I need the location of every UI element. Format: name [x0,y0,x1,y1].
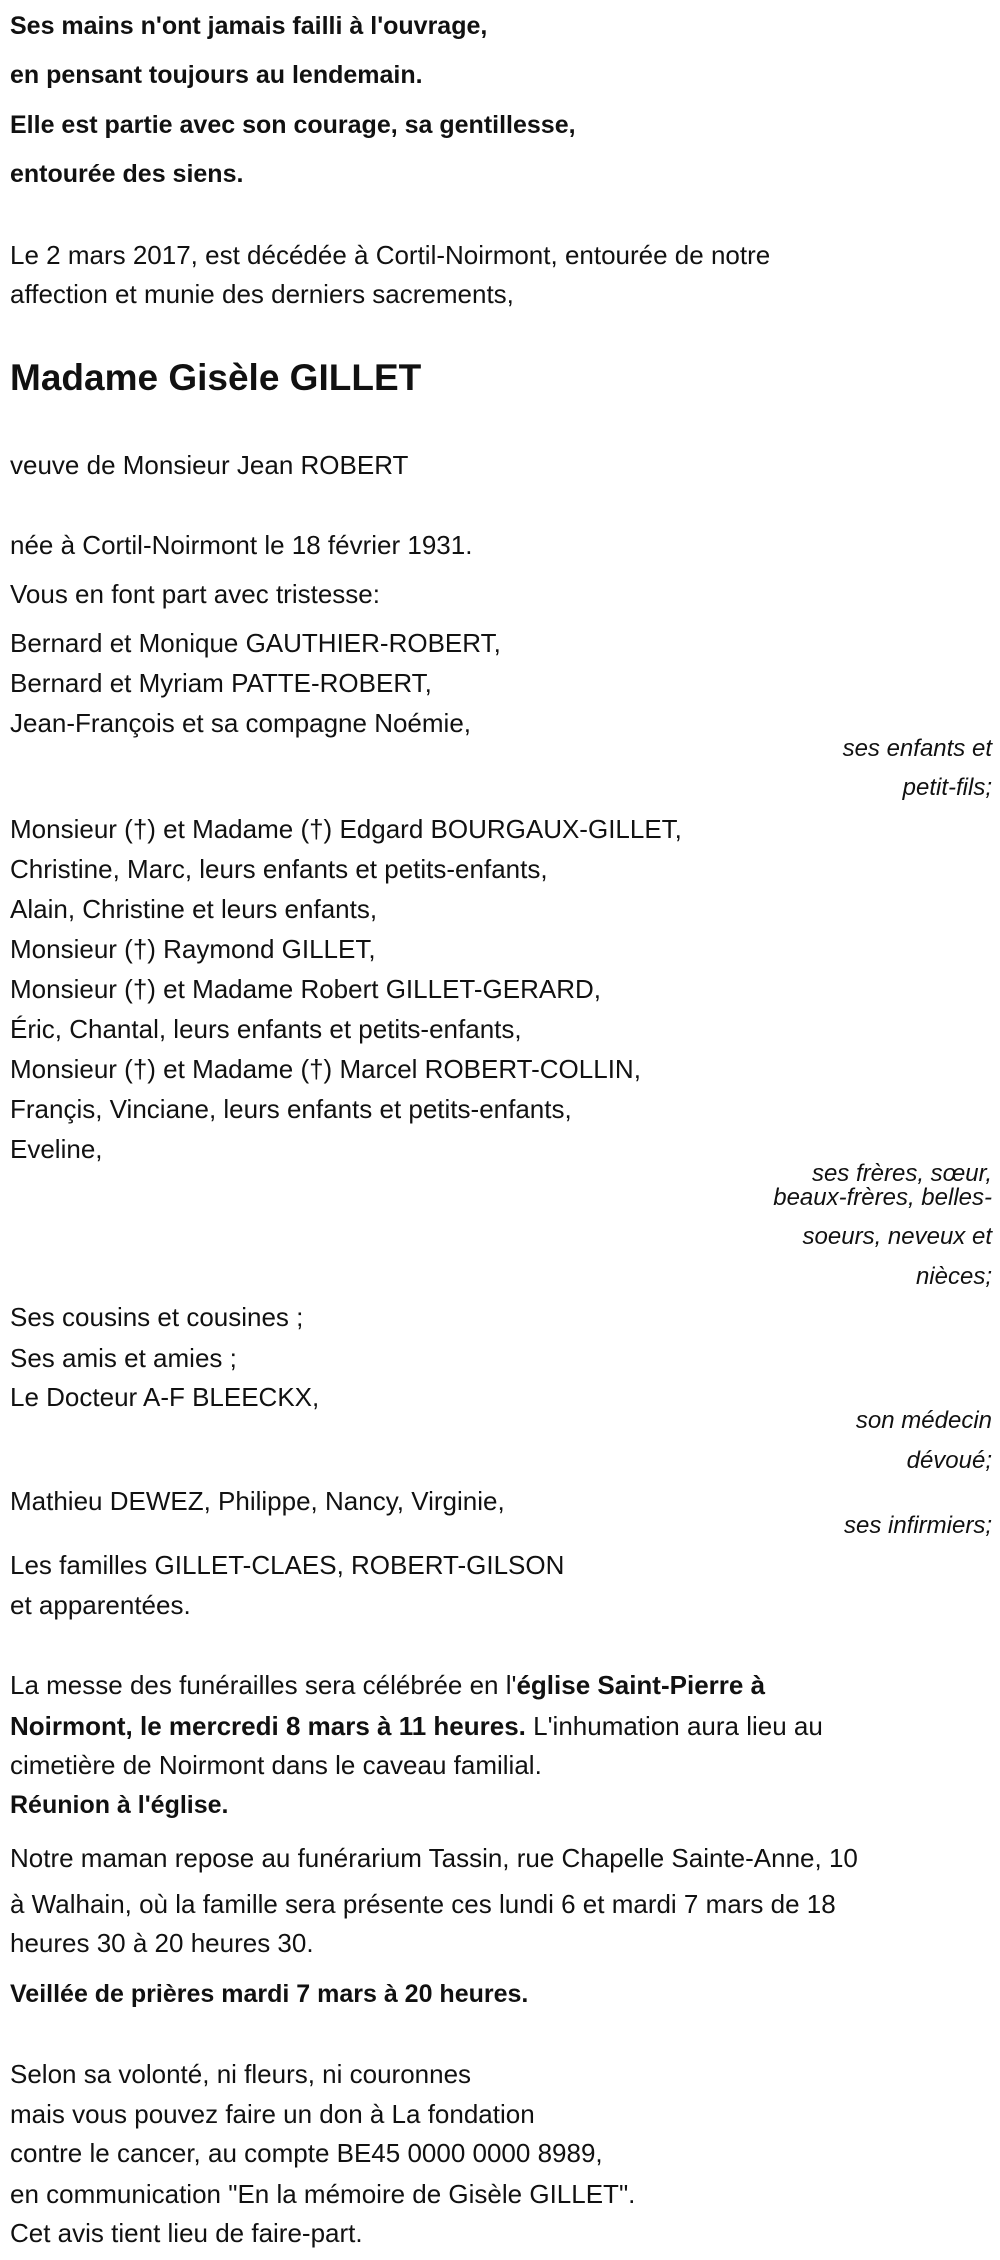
sibling-line: Christine, Marc, leurs enfants et petits-enfants, [10,854,548,884]
families-line: et apparentées. [10,1590,191,1620]
others-line: Ses cousins et cousines ; [10,1302,304,1332]
families-line: Les familles GILLET-CLAES, ROBERT-GILSON [10,1550,565,1580]
intro-line: affection et munie des derniers sacrements, [10,279,514,309]
funeral-line [10,1709,823,1743]
announce-line: Vous en font part avec tristesse: [10,579,380,609]
role-line: ses frères, sœur, [811,1160,992,1187]
role-line: beaux-frères, belles- [773,1184,992,1211]
birth-line: née à Cortil-Noirmont le 18 février 1931. [10,530,473,560]
others-line: Ses amis et amies ; [10,1343,237,1373]
funeral-text: L'inhumation aura lieu au [525,1711,823,1741]
vigil-line: Veillée de prières mardi 7 mars à 20 heures. [10,1980,529,2008]
poem-line: entourée des siens. [10,160,244,188]
reunion-line: Réunion à l'église. [10,1791,229,1819]
sibling-line: Françis, Vinciane, leurs enfants et petits-enfants, [10,1094,572,1124]
role-line: nièces; [915,1263,992,1290]
poem-line: en pensant toujours au lendemain. [10,61,423,89]
sibling-line: Éric, Chantal, leurs enfants et petits-enfants, [10,1014,522,1044]
sibling-line: Monsieur (†) et Madame (†) Edgard BOURGAUX-GILLET, [10,814,682,844]
sibling-line: Monsieur (†) et Madame Robert GILLET-GERARD, [10,974,601,1004]
sibling-line: Eveline, [10,1134,103,1164]
role-line: soeurs, neveux et [802,1223,992,1250]
poem-line: Elle est partie avec son courage, sa gentillesse, [10,111,576,139]
role-line: petit-fils; [902,774,992,801]
role-line: ses infirmiers; [843,1512,992,1539]
role-line: son médecin [855,1407,992,1434]
intro-line: Le 2 mars 2017, est décédée à Cortil-Noirmont, entourée de notre [10,240,771,270]
funeral-line [10,1668,765,1702]
rest-line: heures 30 à 20 heures 30. [10,1928,314,1958]
closing-line: mais vous pouvez faire un don à La fondation [10,2099,535,2129]
funeral-date: Noirmont, le mercredi 8 mars à 11 heures. [10,1711,526,1741]
rest-line: Notre maman repose au funérarium Tassin, rue Chapelle Sainte-Anne, 10 [10,1843,858,1873]
widow-line: veuve de Monsieur Jean ROBERT [10,450,409,480]
sibling-line: Monsieur (†) et Madame (†) Marcel ROBERT-COLLIN, [10,1054,641,1084]
children-line: Bernard et Myriam PATTE-ROBERT, [10,668,432,698]
closing-line: Cet avis tient lieu de faire-part. [10,2218,363,2248]
others-line: Le Docteur A-F BLEECKX, [10,1382,320,1412]
poem-line: Ses mains n'ont jamais failli à l'ouvrage, [10,12,488,40]
role-line: dévoué; [906,1447,992,1474]
rest-line: à Walhain, où la famille sera présente ces lundi 6 et mardi 7 mars de 18 [10,1889,836,1919]
sibling-line: Monsieur (†) Raymond GILLET, [10,934,376,964]
closing-line: contre le cancer, au compte BE45 0000 0000 8989, [10,2138,603,2168]
children-line: Jean-François et sa compagne Noémie, [10,708,472,738]
sibling-line: Alain, Christine et leurs enfants, [10,894,378,924]
role-line: ses enfants et [842,735,992,762]
nurses-line: Mathieu DEWEZ, Philippe, Nancy, Virginie, [10,1486,505,1516]
children-line: Bernard et Monique GAUTHIER-ROBERT, [10,628,501,658]
funeral-line: cimetière de Noirmont dans le caveau familial. [10,1750,542,1780]
church-name: église Saint-Pierre à [516,1670,766,1700]
closing-line: en communication "En la mémoire de Gisèle GILLET". [10,2179,636,2209]
deceased-name: Madame Gisèle GILLET [10,357,422,398]
closing-line: Selon sa volonté, ni fleurs, ni couronnes [10,2059,472,2089]
funeral-text: La messe des funérailles sera célébrée en l' [10,1670,517,1700]
